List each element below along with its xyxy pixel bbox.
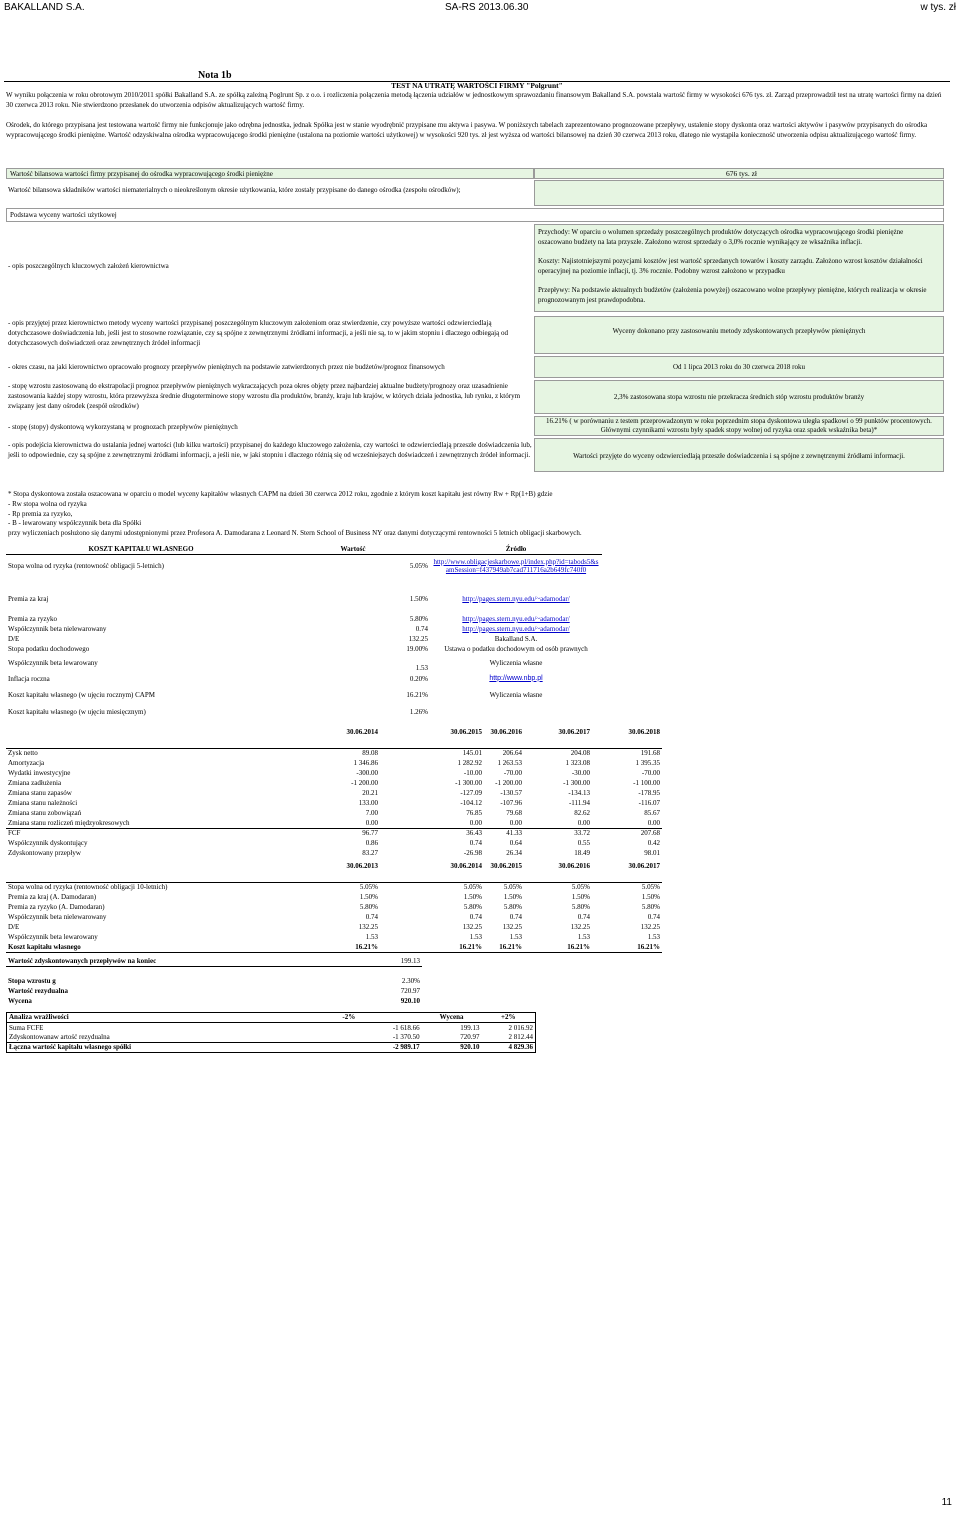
fcf-cell: 0.42	[647, 838, 660, 847]
fcf-row-label: Wydatki inwestycyjne	[8, 768, 71, 777]
sensitivity-cell: -1 370.50	[392, 1033, 420, 1042]
fcf-cell: -116.07	[638, 798, 660, 807]
fcf-cell: 1 282.92	[457, 758, 482, 767]
note-paragraph: Ośrodek, do którego przypisana jest testowana wartość firmy nie funkcjonuje jako odrębna jednostka, jednak Spółka jest w stanie wyodrębnić przypisane mu aktywa i pasywa. W poniższych tabelach zaprezentowano prognozowane przepływy, ustalenie stopy dyskonta oraz wartości aktywów i pasywów przypisanych do ośrodka wypracowującego środki pieniężne. Wartość odzyskiwalna ośrodka wypracowującego środki pieniężne (ustalona na poziomie wartości użytkowej) w wysokości 920 tys. zł jest wyższa od wartości bilansowej na dzień 30 czerwca 2013 roku, dlatego nie wystąpiła konieczność utworzenia odpisu aktualizującego wartość firmy.	[6, 121, 928, 140]
fcf-cell: 7.00	[365, 808, 378, 817]
footnote-line: przy wyliczeniach posłużono się danymi udostępnionymi przez Profesora A. Damodarana z Leonard N. Stern School of Business NY oraz danymi dotyczącymi rentowności 5 letnich obligacji skarbowych.	[8, 529, 582, 538]
fcf-rows	[6, 748, 662, 858]
forecast-period-value: Od 1 lipca 2013 roku do 30 czerwca 2018 roku	[673, 363, 805, 371]
fcf-cell: -70.00	[503, 768, 522, 777]
fcf-row	[6, 768, 662, 778]
fcf-row-label: Współczynnik dyskontujący	[8, 838, 88, 847]
rates-cell: 16.21%	[380, 942, 484, 952]
fcf-cell: 41.33	[484, 828, 524, 838]
rates-row-label: Stopa wolna od ryzyka (rentowność obligacji 10-letnich)	[6, 882, 276, 892]
fcf-row	[6, 778, 662, 788]
rates-rows	[6, 882, 662, 952]
fcf-cell: -178.95	[638, 788, 660, 797]
fcf-cell: 79.68	[506, 808, 522, 817]
sensitivity-header: +2%	[482, 1013, 536, 1023]
footnote	[8, 490, 948, 539]
page-number: 11	[941, 1497, 952, 1508]
rates-row-label: D/E	[8, 922, 20, 931]
fcf-cell: 82.62	[574, 808, 590, 817]
approach-label: - opis podejścia kierownictwa do ustalania jednej wartości (lub kilku wartości) przypisanej do każdego kluczowego założenia, czy wartości te odzwierciedlają przeszłe doświadczenia lub, jeśli to odpowiednie, czy są spójne z zewnętrznymi źródłami informacji, a jeśli nie, w jaki stopniu i dlaczego różnią się od wcześniejszych doświadczeń i zewnętrznych źródeł informacji.	[8, 441, 532, 459]
col-header-name: KOSZT KAPITAŁU WŁASNEGO	[6, 544, 276, 554]
rates-cell: 132.25	[640, 922, 660, 931]
fcf-row-label: Zmiana stanu zobowiązań	[8, 808, 82, 817]
cost-row-value: 1.53	[415, 663, 428, 672]
fcf-cell: 133.00	[358, 798, 378, 807]
fcf-row-label: Zmiana stanu rozliczeń międzyokresowych	[8, 818, 130, 827]
fcf-cell: -127.09	[460, 788, 482, 797]
rates-cell: 1.53	[577, 932, 590, 941]
fcf-cell: 26.34	[506, 848, 522, 857]
fcf-cell: 98.01	[644, 848, 660, 857]
fcf-col-header: 30.06.2014	[346, 727, 378, 736]
discount-rate-label: - stopę (stopy) dyskontową wykorzystaną w prognozach przepływów pieniężnych	[8, 423, 238, 431]
fcf-row	[6, 808, 662, 818]
fcf-cell: 1 263.53	[497, 758, 522, 767]
sensitivity-cell: 2 812.44	[508, 1033, 533, 1042]
sensitivity-cell: 920.10	[422, 1043, 482, 1053]
rates-row-label: Premia za ryzyko (A. Damodaran)	[8, 902, 105, 911]
source-text: Wyliczenia własne	[489, 658, 543, 667]
fcf-cell: 0.00	[509, 818, 522, 827]
assumption-cashflows: Przepływy: Na podstawie aktualnych budżetów (założenia powyżej) oszacowano wolne przepływy pieniężne, których realizacja w okresie prognozowanym jest prawdopodobna.	[538, 286, 927, 305]
fcf-cell: 85.67	[644, 808, 660, 817]
rates-row	[6, 912, 662, 922]
rates-cell: 1.50%	[641, 892, 660, 901]
valuation-table	[6, 956, 422, 1006]
fcf-cell: 0.86	[365, 838, 378, 847]
fcf-row	[6, 828, 662, 838]
rates-row	[6, 882, 662, 892]
valuation-value: 920.10	[400, 996, 420, 1005]
rates-cell: 5.80%	[463, 902, 482, 911]
company-name: BAKALLAND S.A.	[4, 2, 85, 13]
rates-cell: 5.80%	[641, 902, 660, 911]
rates-cell: 0.74	[647, 912, 660, 921]
fcf-row-label: Zysk netto	[6, 748, 276, 758]
sensitivity-cell: -1 618.66	[392, 1023, 420, 1032]
rates-cell: 132.25	[358, 922, 378, 931]
fcf-cell: -300.00	[356, 768, 378, 777]
report-id: SA-RS 2013.06.30	[445, 2, 529, 13]
approach-value: Wartości przyjęte do wyceny odzwierciedlają przeszłe doświadczenia i są spójne z zewnętrznymi źródłami informacji.	[573, 452, 905, 460]
cost-row-name: Stopa wolna od ryzyka (rentowność obligacji 5-letnich)	[8, 562, 164, 571]
rates-cell: 5.80%	[503, 902, 522, 911]
fcf-cell: 89.08	[276, 748, 380, 758]
fcf-row	[6, 798, 662, 808]
fcf-row-label: Amortyzacja	[8, 758, 45, 767]
intangibles-value	[534, 180, 944, 206]
rates-cell: 1.53	[365, 932, 378, 941]
rates-col-header: 30.06.2016	[558, 861, 590, 870]
rates-cell: 1.50%	[571, 892, 590, 901]
rates-row-label: Premia za kraj (A. Damodaran)	[8, 892, 97, 901]
note-subtitle: TEST NA UTRATĘ WARTOŚCI FIRMY "Polgrunt"	[391, 81, 563, 90]
fcf-col-header: 30.06.2018	[628, 727, 660, 736]
fcf-cell: 0.64	[509, 838, 522, 847]
footnote-line: * Stopa dyskontowa została oszacowana w oparciu o model wyceny kapitałów własnych CAPM na dzień 30 czerwca 2012 roku, zgodnie z którym koszt kapitału jest równy Rw + Rp(1+B) gdzie	[8, 490, 553, 498]
fcf-row-label: Zmiana stanu należności	[8, 798, 78, 807]
sensitivity-row-label: Zdyskontowanaw artość rezydualna	[9, 1033, 110, 1042]
fcf-cell: -1 100.00	[633, 778, 660, 787]
cost-row-value: 5.05%	[409, 562, 428, 571]
fcf-cell: 1 346.86	[353, 758, 378, 767]
note-title: Nota 1b	[198, 70, 232, 81]
cost-row-value: 1.50%	[409, 594, 428, 603]
rates-row	[6, 892, 662, 902]
footnote-line: - Rw stopa wolna od ryzyka	[8, 499, 87, 508]
col-header-value: Wartość	[276, 544, 430, 554]
rates-cell: 16.21%	[484, 942, 524, 952]
valuation-value: 2.30%	[401, 976, 420, 985]
cost-row-name: Koszt kapitału własnego (w ujęciu miesięcznym)	[8, 707, 146, 716]
source-text: Bakalland S.A.	[494, 634, 538, 643]
cost-row-value: 0.74	[415, 624, 428, 633]
rates-cell: 1.53	[647, 932, 660, 941]
rates-cell: 0.74	[577, 912, 590, 921]
fcf-row-label: FCF	[6, 828, 276, 838]
fcf-col-header: 30.06.2017	[558, 727, 590, 736]
sensitivity-cell: 2 016.92	[508, 1023, 533, 1032]
valuation-label: Wycena	[8, 996, 32, 1005]
rates-col-header: 30.06.2015	[490, 861, 522, 870]
cost-row-name: Inflacja roczna	[8, 674, 50, 683]
fcf-cell: 0.00	[469, 818, 482, 827]
cost-row-value: 16.21%	[406, 690, 428, 699]
valuation-value: 720.97	[400, 986, 420, 995]
fcf-cell: 96.77	[276, 828, 380, 838]
sensitivity-cell: 199.13	[460, 1023, 480, 1032]
rates-row	[6, 902, 662, 912]
fcf-cell: -26.98	[463, 848, 482, 857]
fcf-table	[6, 726, 662, 858]
rates-cell: 132.25	[570, 922, 590, 931]
fcf-cell: -10.00	[463, 768, 482, 777]
source-link[interactable]: http://pages.stern.nyu.edu/~adamodar/	[462, 594, 570, 603]
rates-cell: 5.05%	[484, 882, 524, 892]
cost-row-name: Premia za ryzyko	[8, 614, 57, 623]
method-label: - opis przyjętej przez kierownictwo metody wyceny wartości przypisanej poszczególnym kluczowym założeniom oraz stwierdzenie, czy powyższe wartości odzwierciedlają dotychczasowe doświadczenia lub, jeśli jest to stosowne rozwiązanie, czy są spójne z zewnętrznymi źródłami informacji, a jeśli nie są, to w jakim stopniu i dlaczego odbiegają od dotychczasowych doświadczeń oraz zewnętrznych źródeł informacji	[8, 319, 508, 347]
source-link[interactable]: http://www.obligacjeskarbowe.pl/index.php?id=tabods5&s amSession=f437949ab7cad711716a2b649fc740f0	[433, 557, 599, 575]
rates-cell: 16.21%	[276, 942, 380, 952]
discount-rate-value: 16.21% ( w porównaniu z testem przeprowadzonym w roku poprzednim stopa dyskontowa uległa spadkowi o 99 punktów procentowych. Głównymi czynnikami wzrostu były spadek stopy wolnej od ryzyka oraz spadek wskaźnika beta)*	[546, 417, 932, 435]
col-header-source: Źródło	[430, 544, 602, 554]
fcf-cell: 0.55	[577, 838, 590, 847]
key-assumptions-label: - opis poszczególnych kluczowych założeń kierownictwa	[8, 262, 169, 270]
rates-col-header: 30.06.2014	[450, 861, 482, 870]
source-text: Ustawa o podatku dochodowym od osób prawnych	[444, 644, 588, 653]
sensitivity-table	[6, 1012, 536, 1053]
fcf-cell: 76.85	[466, 808, 482, 817]
sensitivity-row-label: Łączna wartość kapitału własnego spółki	[7, 1043, 277, 1053]
rates-cell: 5.05%	[276, 882, 380, 892]
source-text: Wyliczenia własne	[489, 690, 543, 699]
fcf-cell: 206.64	[484, 748, 524, 758]
rates-cell: 132.25	[462, 922, 482, 931]
cost-row-value: 1.26%	[409, 707, 428, 716]
cost-row-name: Koszt kapitału własnego (w ujęciu rocznym) CAPM	[8, 690, 155, 699]
fcf-cell: 0.00	[577, 818, 590, 827]
fcf-row	[6, 818, 662, 828]
sensitivity-cell: 4 829.36	[482, 1043, 536, 1053]
method-value: Wyceny dokonano przy zastosowaniu metody zdyskontowanych przepływów pieniężnych	[612, 327, 866, 335]
sensitivity-row	[7, 1023, 536, 1033]
fcf-cell: 0.00	[365, 818, 378, 827]
fcf-cell: -107.96	[500, 798, 522, 807]
footnote-line: - B - lewarowany współczynnik beta dla Spółki	[8, 519, 142, 528]
source-link[interactable]: http://pages.stern.nyu.edu/~adamodar/	[462, 624, 570, 633]
cost-row-value: 132.25	[408, 634, 428, 643]
fcf-row-label: Zdyskontowany przepływ	[8, 848, 81, 857]
fcf-cell: -1 200.00	[495, 778, 522, 787]
sensitivity-row-label: Suma FCFE	[9, 1023, 44, 1032]
fcf-cell: -30.00	[571, 768, 590, 777]
sensitivity-rows	[7, 1023, 536, 1053]
rates-row	[6, 932, 662, 942]
fcf-cell: -1 300.00	[563, 778, 590, 787]
units-label: w tys. zł	[920, 2, 956, 13]
rates-cell: 0.74	[469, 912, 482, 921]
fcf-row-label: Zmiana stanu zapasów	[8, 788, 72, 797]
rates-cell: 5.80%	[571, 902, 590, 911]
sensitivity-cell: -2 989.17	[276, 1043, 422, 1053]
value-basis-label: Podstawa wyceny wartości użytkowej	[6, 208, 944, 222]
growth-rate-value: 2,3% zastosowana stopa wzrostu nie przekracza średnich stóp wzrostu produktów branży	[613, 393, 865, 401]
sensitivity-row	[7, 1043, 536, 1053]
growth-rate-label: - stopę wzrostu zastosowaną do ekstrapolacji prognoz przepływów pieniężnych wykraczających poza okres objęty przez najbardziej aktualne budżety/prognozy oraz uzasadnienie zastosowania każdej stopy wzrostu, która przewyższa średnie długoterminowe stopy wzrostu dla produktów, branży, kraju lub krajów, w których działa jednostka, lub rynku, z którym związany jest dany ośrodek (zespół ośrodków)	[8, 382, 521, 410]
rates-cell: 16.21%	[524, 942, 592, 952]
fcf-cell: 204.08	[524, 748, 592, 758]
source-link[interactable]: http://www.nbp.pl	[489, 674, 543, 682]
rates-cell: 1.50%	[463, 892, 482, 901]
rates-cell: 16.21%	[592, 942, 662, 952]
rates-row-label: Współczynnik beta lewarowany	[8, 932, 98, 941]
fcf-cell: 145.01	[380, 748, 484, 758]
fcf-col-header: 30.06.2015	[450, 727, 482, 736]
fcf-cell: -104.12	[460, 798, 482, 807]
fcf-cell: 191.68	[592, 748, 662, 758]
fcf-cell: 207.68	[592, 828, 662, 838]
fcf-row	[6, 748, 662, 758]
rates-row-label: Koszt kapitału własnego	[6, 942, 276, 952]
cost-row-name: Współczynnik beta lewarowany	[8, 658, 98, 667]
rates-cell: 0.74	[509, 912, 522, 921]
fcf-cell: -70.00	[641, 768, 660, 777]
fcf-cell: 18.49	[574, 848, 590, 857]
fcf-cell: -1 300.00	[455, 778, 482, 787]
fcf-cell: 33.72	[524, 828, 592, 838]
cost-row-value: 0.20%	[409, 674, 428, 683]
carrying-amount-value: 676 tys. zł	[534, 168, 944, 179]
fcf-cell: 20.21	[362, 788, 378, 797]
rates-cell: 5.05%	[592, 882, 662, 892]
sensitivity-row	[7, 1033, 536, 1043]
fcf-cell: 1 323.08	[565, 758, 590, 767]
valuation-value: 199.13	[276, 956, 422, 966]
rates-col-header: 30.06.2017	[628, 861, 660, 870]
assumption-revenue: Przychody: W oparciu o wolumen sprzedaży poszczególnych produktów dotyczących ośrodka wypracowującego środki pieniężne oszacowano budżety na lata przyszłe. Założono wzrost sprzedaży o 3,0% rocznie wynikający ze wksaźnika inflacji.	[538, 228, 904, 247]
rates-cell: 5.05%	[380, 882, 484, 892]
cost-row-name: D/E	[8, 634, 20, 643]
fcf-cell: -111.94	[568, 798, 590, 807]
valuation-label: Stopa wzrostu g	[8, 976, 56, 985]
source-link[interactable]: http://pages.stern.nyu.edu/~adamodar/	[462, 614, 570, 623]
fcf-cell: -134.13	[568, 788, 590, 797]
sensitivity-header: Wycena	[422, 1013, 482, 1023]
valuation-label: Wartość rezydualna	[8, 986, 68, 995]
rates-cell: 1.53	[469, 932, 482, 941]
note-intro: W wyniku połączenia w roku obrotowym 2010/2011 spółki Bakalland S.A. ze spółką zależną Poglrunt Sp. z o.o. i rozliczenia połączenia metodą łączenia udziałów w jednostkowym sprawozdaniu finansowym Bakalland S.A. powstała wartość firmy w wysokości 676 tys. zł. Zarząd przeprowadził test na utratę wartości firmy na dzień 30 czerwca 2013 roku. Nie stwierdzono przesłanek do utworzenia odpisów aktualizujących wartość firmy.	[6, 91, 942, 110]
fcf-row	[6, 838, 662, 848]
fcf-cell: 0.00	[647, 818, 660, 827]
fcf-cell: -1 200.00	[351, 778, 378, 787]
forecast-period-label: - okres czasu, na jaki kierownictwo opracowało prognozy przepływów pieniężnych na podstawie zatwierdzonych przez nie budżetów/prognoz finansowych	[8, 363, 445, 371]
rates-cell: 132.25	[502, 922, 522, 931]
rates-cell: 1.50%	[359, 892, 378, 901]
fcf-cell: -130.57	[500, 788, 522, 797]
cost-row-name: Współczynnik beta nielewarowany	[8, 624, 107, 633]
fcf-cell: 0.74	[469, 838, 482, 847]
sensitivity-header: -2%	[276, 1013, 422, 1023]
rates-col-header: 30.06.2013	[346, 861, 378, 870]
sensitivity-cell: 720.97	[460, 1033, 480, 1042]
cost-row-value: 5.80%	[409, 614, 428, 623]
fcf-row-label: Zmiana zadłużenia	[8, 778, 62, 787]
fcf-row	[6, 758, 662, 768]
rates-row	[6, 942, 662, 952]
rates-cell: 0.74	[365, 912, 378, 921]
rates-cell: 5.05%	[524, 882, 592, 892]
cost-row-value: 19.00%	[406, 644, 428, 653]
intangibles-label: Wartość bilansowa składników wartości niematerialnych o nieokreślonym okresie użytkowania, które zostały przypisane do danego ośrodka (zespołu ośrodków);	[8, 186, 461, 194]
cost-row-name: Stopa podatku dochodowego	[8, 644, 90, 653]
fcf-col-header: 30.06.2016	[490, 727, 522, 736]
fcf-row	[6, 848, 662, 858]
rates-cell: 1.53	[509, 932, 522, 941]
discount-rates-table	[6, 860, 662, 953]
footnote-line: - Rp premia za ryzyko,	[8, 509, 73, 518]
fcf-row	[6, 788, 662, 798]
rates-cell: 5.80%	[359, 902, 378, 911]
assumption-costs: Koszty: Najistotniejszymi pozycjami kosztów jest wartość sprzedanych towarów i koszty zarządu. Założono wzrost kosztów działalności operacyjnej na poziomie inflacji, tj. 3% rocznie. Podobny wzrost założono w przypadku	[538, 257, 923, 276]
valuation-label: Wartość zdyskontowanych przepływów na koniec	[6, 956, 276, 966]
rates-row-label: Współczynnik beta nielewarowany	[8, 912, 107, 921]
rates-cell: 1.50%	[503, 892, 522, 901]
sensitivity-header: Analiza wrażliwości	[7, 1013, 277, 1023]
fcf-cell: 36.43	[380, 828, 484, 838]
fcf-cell: 83.27	[362, 848, 378, 857]
rates-row	[6, 922, 662, 932]
fcf-cell: 1 395.35	[635, 758, 660, 767]
carrying-amount-label: Wartość bilansowa wartości firmy przypisanej do ośrodka wypracowującego środki pieniężne	[6, 168, 534, 179]
cost-row-name: Premia za kraj	[8, 594, 49, 603]
cost-of-equity-table	[6, 544, 602, 720]
